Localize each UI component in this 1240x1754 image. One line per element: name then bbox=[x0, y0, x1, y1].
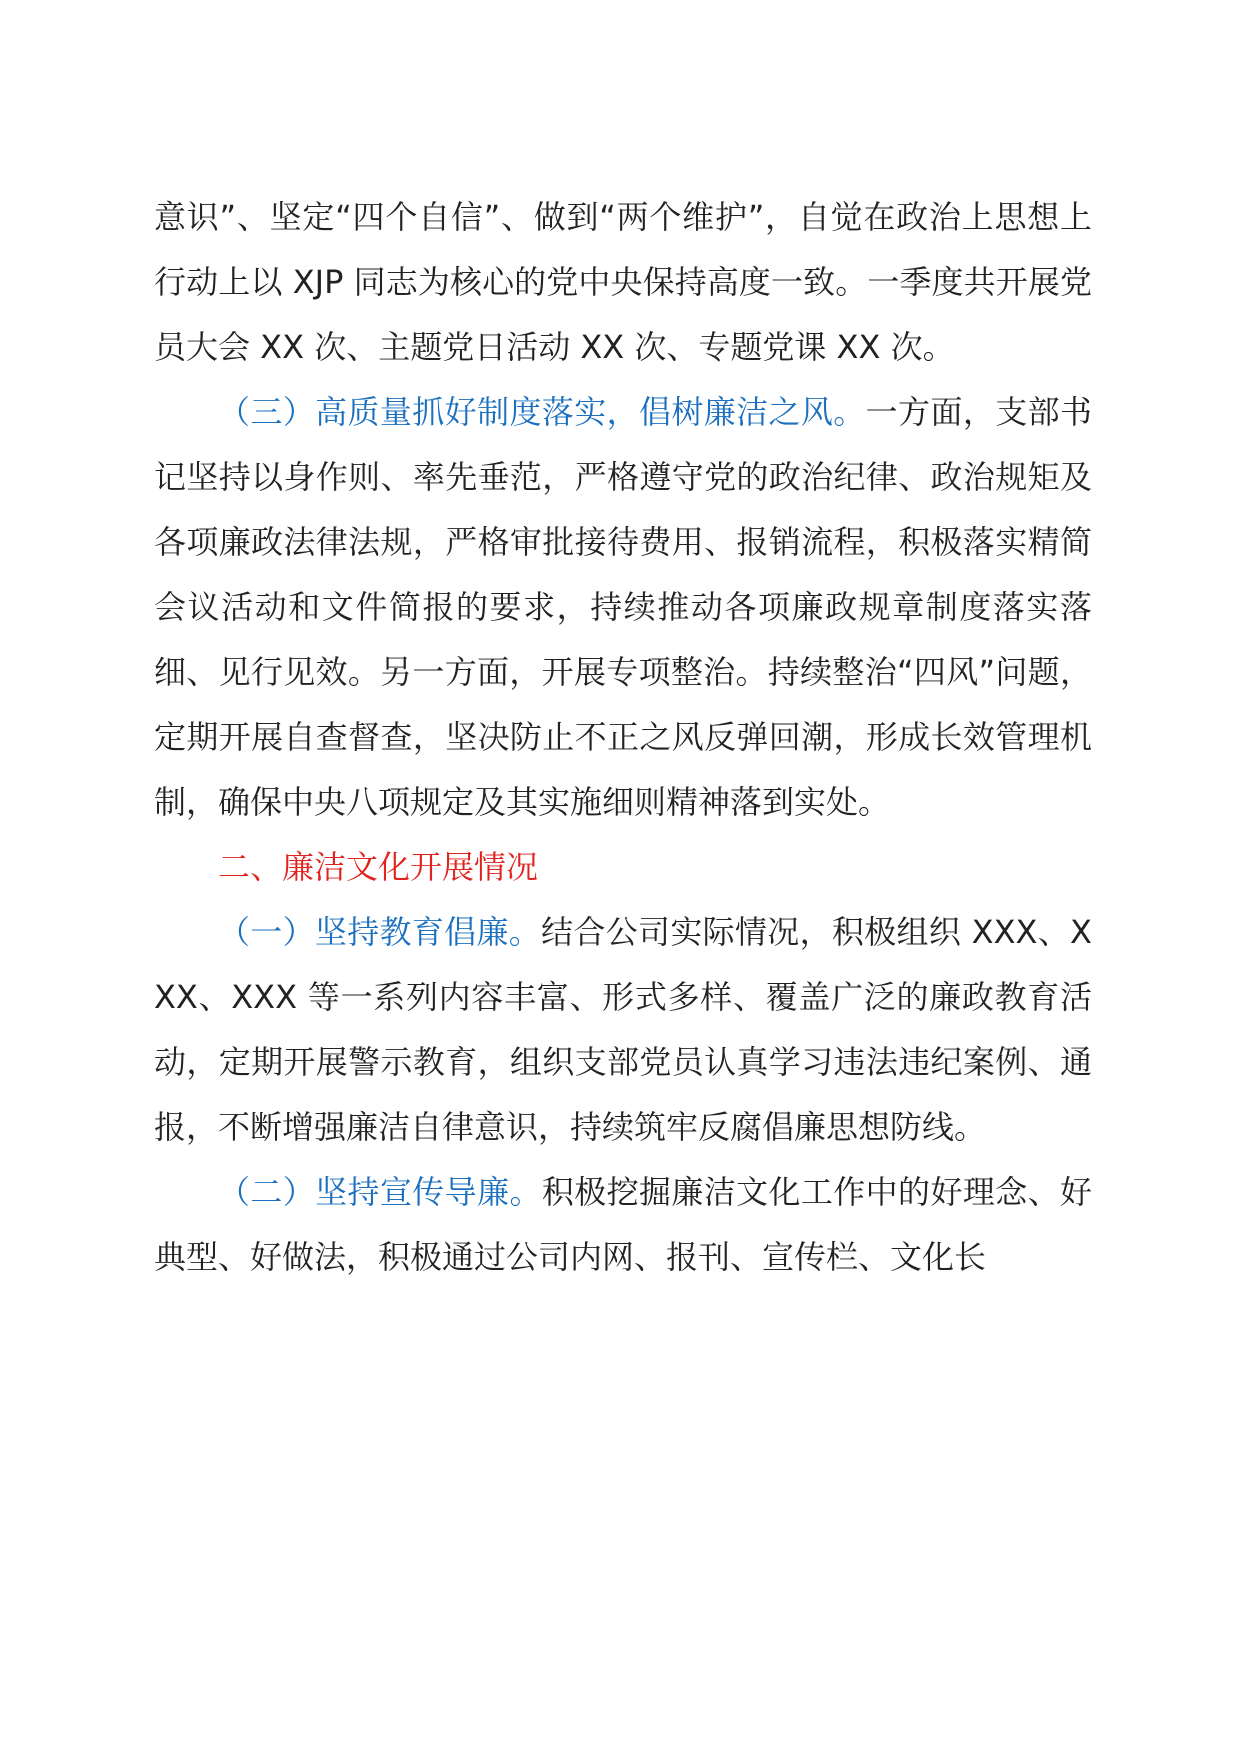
paragraph-system-implementation bbox=[154, 380, 1092, 835]
subheading-publicity: （二）坚持宣传导廉。 bbox=[218, 1173, 542, 1211]
paragraph-text: 积极挖掘廉洁文化工作中的好理念、好典型、好做法，积极通过公司内网、报刊、宣传栏、文化长 bbox=[154, 1173, 1092, 1276]
paragraph-text: 结合公司实际情况，积极组织 XXX、XXX、XXX 等一系列内容丰富、形式多样、覆盖广泛的廉政教育活动，定期开展警示教育，组织支部党员认真学习违法违纪案例、通报，不断增强廉洁自律意识，持续筑牢反腐倡廉思想防线。 bbox=[154, 913, 1092, 1146]
subheading-system-implementation: （三）高质量抓好制度落实，倡树廉洁之风。 bbox=[218, 393, 866, 431]
document-page bbox=[154, 185, 1092, 1290]
paragraph-party-meetings bbox=[154, 185, 1092, 380]
paragraph-text: 意识”、坚定“四个自信”、做到“两个维护”，自觉在政治上思想上行动上以 XJP 同志为核心的党中央保持高度一致。一季度共开展党员大会 XX 次、主题党日活动 XX 次、专题党课 XX 次。 bbox=[154, 198, 1092, 366]
paragraph-publicity bbox=[154, 1160, 1092, 1290]
section-heading-clean-culture bbox=[154, 835, 1092, 900]
section-title: 二、廉洁文化开展情况 bbox=[218, 848, 539, 886]
paragraph-text: 一方面，支部书记坚持以身作则、率先垂范，严格遵守党的政治纪律、政治规矩及各项廉政法律法规，严格审批接待费用、报销流程，积极落实精简会议活动和文件简报的要求，持续推动各项廉政规章制度落实落细、见行见效。另一方面，开展专项整治。持续整治“四风”问题，定期开展自查督查，坚决防止不正之风反弹回潮，形成长效管理机制，确保中央八项规定及其实施细则精神落到实处。 bbox=[154, 393, 1092, 821]
subheading-education: （一）坚持教育倡廉。 bbox=[218, 913, 542, 951]
paragraph-education bbox=[154, 900, 1092, 1160]
